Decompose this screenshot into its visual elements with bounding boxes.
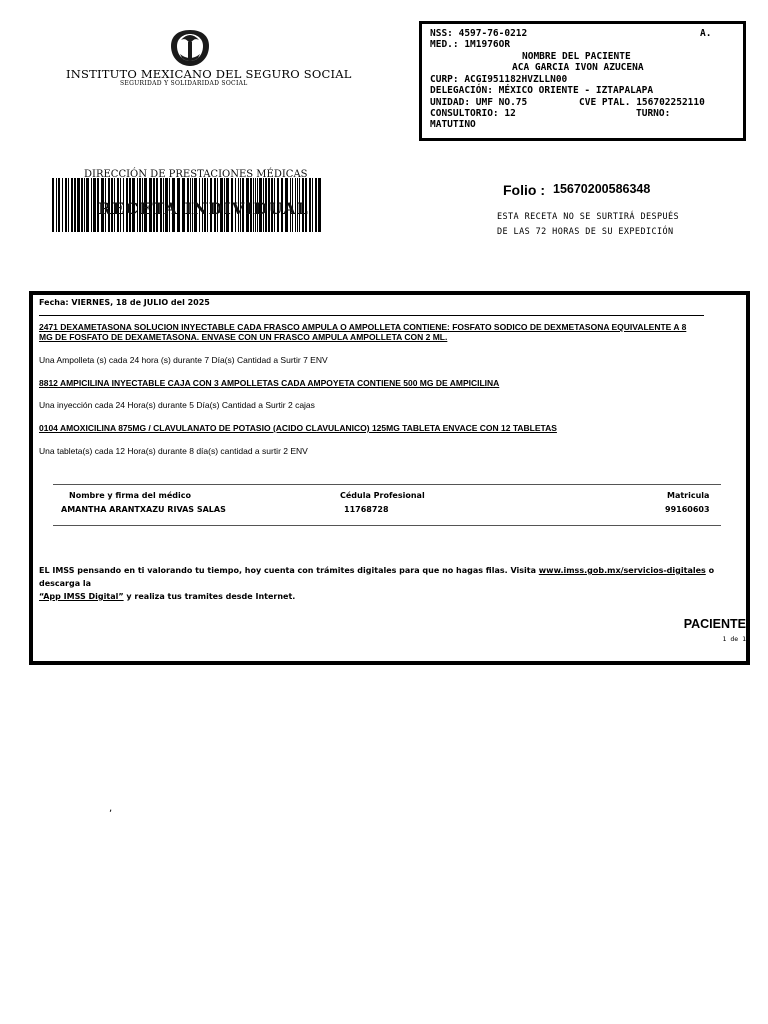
barcode-bar <box>74 178 76 232</box>
barcode-bar <box>81 178 83 232</box>
barcode-bar <box>71 178 73 232</box>
barcode-bar <box>68 178 69 232</box>
barcode-bar <box>56 178 57 232</box>
barcode-bar <box>315 178 317 232</box>
services-link[interactable]: www.imss.gob.mx/servicios-digitales <box>538 566 706 575</box>
barcode-bar <box>52 178 54 232</box>
receta-title: RECETA INDIVIDUAL <box>98 199 309 218</box>
barcode-bar <box>312 178 313 232</box>
expiration-note-line2: DE LAS 72 HORAS DE SU EXPEDICIÓN <box>497 227 674 237</box>
doctor-cedula: 11768728 <box>344 505 389 514</box>
patient-turno-label: TURNO: <box>636 108 671 119</box>
institution-motto: SEGURIDAD Y SOLIDARIDAD SOCIAL <box>120 80 248 87</box>
barcode-bar <box>318 178 321 232</box>
barcode-bar <box>65 178 67 232</box>
app-name: “App IMSS Digital” <box>39 592 124 601</box>
barcode-bar <box>58 178 60 232</box>
drug-1-description-cont: MG DE FOSFATO DE DEXAMETASONA. ENVASE CON UN FRASCO AMPULA AMPOLLETA CON 2 ML. <box>39 332 448 342</box>
prescription-date: Fecha: VIERNES, 18 de JULIO del 2025 <box>39 298 210 307</box>
barcode-bar <box>86 178 89 232</box>
drug-1-description: 2471 DEXAMETASONA SOLUCION INYECTABLE CADA FRASCO AMPULA O AMPOLLETA CONTIENE: FOSFATO SODICO DE DEXMETASONA EQUIVALENTE A 8 <box>39 322 687 332</box>
doctor-bottom-divider <box>53 525 721 526</box>
patient-turno: MATUTINO <box>430 119 476 130</box>
drug-3-dosage: Una tableta(s) cada 12 Hora(s) durante 8 día(s) cantidad a surtir 2 ENV <box>39 446 308 456</box>
folio-number: 15670200586348 <box>553 182 651 196</box>
patient-nss-suffix: A. <box>700 28 712 39</box>
barcode-bar <box>93 178 96 232</box>
imss-logo-icon <box>168 28 212 68</box>
message-prefix: EL IMSS pensando en ti valorando tu tiempo, hoy cuenta con trámites digitales para que no hagas filas. Visita <box>39 566 536 575</box>
stray-mark: , <box>109 803 113 814</box>
doctor-name-header: Nombre y firma del médico <box>69 491 191 500</box>
patient-unidad: UNIDAD: UMF NO.75 <box>430 97 528 108</box>
doctor-name: AMANTHA ARANTXAZU RIVAS SALAS <box>61 505 226 514</box>
drug-2-dosage: Una inyección cada 24 Hora(s) durante 5 Día(s) Cantidad a Surtir 2 cajas <box>39 400 315 410</box>
drug-3-description: 0104 AMOXICILINA 875MG / CLAVULANATO DE POTASIO (ACIDO CLAVULANICO) 125MG TABLETA ENVACE CON 12 TABLETAS <box>39 423 557 433</box>
doctor-top-divider <box>53 484 721 485</box>
patient-med: MED.: 1M1976OR <box>430 39 511 50</box>
page-number: 1 de 1 <box>722 635 746 643</box>
cedula-header: Cédula Profesional <box>340 491 425 500</box>
digital-services-message <box>39 564 739 603</box>
patient-consultorio: CONSULTORIO: 12 <box>430 108 516 119</box>
patient-delegacion: DELEGACIÓN: MÉXICO ORIENTE - IZTAPALAPA <box>430 85 654 96</box>
expiration-note-line1: ESTA RECETA NO SE SURTIRÁ DESPUÉS <box>497 212 680 222</box>
copy-label: PACIENTE <box>683 617 746 631</box>
barcode-bar <box>309 178 311 232</box>
barcode-bar <box>84 178 85 232</box>
institution-name: INSTITUTO MEXICANO DEL SEGURO SOCIAL <box>66 67 352 81</box>
patient-nss: NSS: 4597-76-0212 <box>430 28 528 39</box>
folio-label: Folio : <box>503 182 545 198</box>
patient-curp: CURP: ACGI951182HVZLLN00 <box>430 74 568 85</box>
patient-info-box <box>419 21 746 141</box>
barcode-bar <box>91 178 92 232</box>
drug-2-description: 8812 AMPICILINA INYECTABLE CAJA CON 3 AMPOLLETAS CADA AMPOYETA CONTIENE 500 MG DE AMPICILINA <box>39 378 500 388</box>
patient-cve-ptal: CVE PTAL. 156702252110 <box>579 97 705 108</box>
patient-name-label: NOMBRE DEL PACIENTE <box>522 51 631 62</box>
date-divider <box>39 315 704 316</box>
message-mid: o descarga la <box>39 566 715 588</box>
barcode-bar <box>62 178 63 232</box>
direccion-title: DIRECCIÓN DE PRESTACIONES MÉDICAS <box>84 169 308 180</box>
message-suffix: y realiza tus tramites desde Internet. <box>126 592 296 601</box>
prescription-box <box>29 291 750 665</box>
matricula-header: Matricula <box>667 491 710 500</box>
patient-name: ACA GARCIA IVON AZUCENA <box>512 62 644 73</box>
doctor-matricula: 99160603 <box>665 505 710 514</box>
barcode-bar <box>77 178 80 232</box>
drug-1-dosage: Una Ampolleta (s) cada 24 hora (s) durante 7 Día(s) Cantidad a Surtir 7 ENV <box>39 355 328 365</box>
